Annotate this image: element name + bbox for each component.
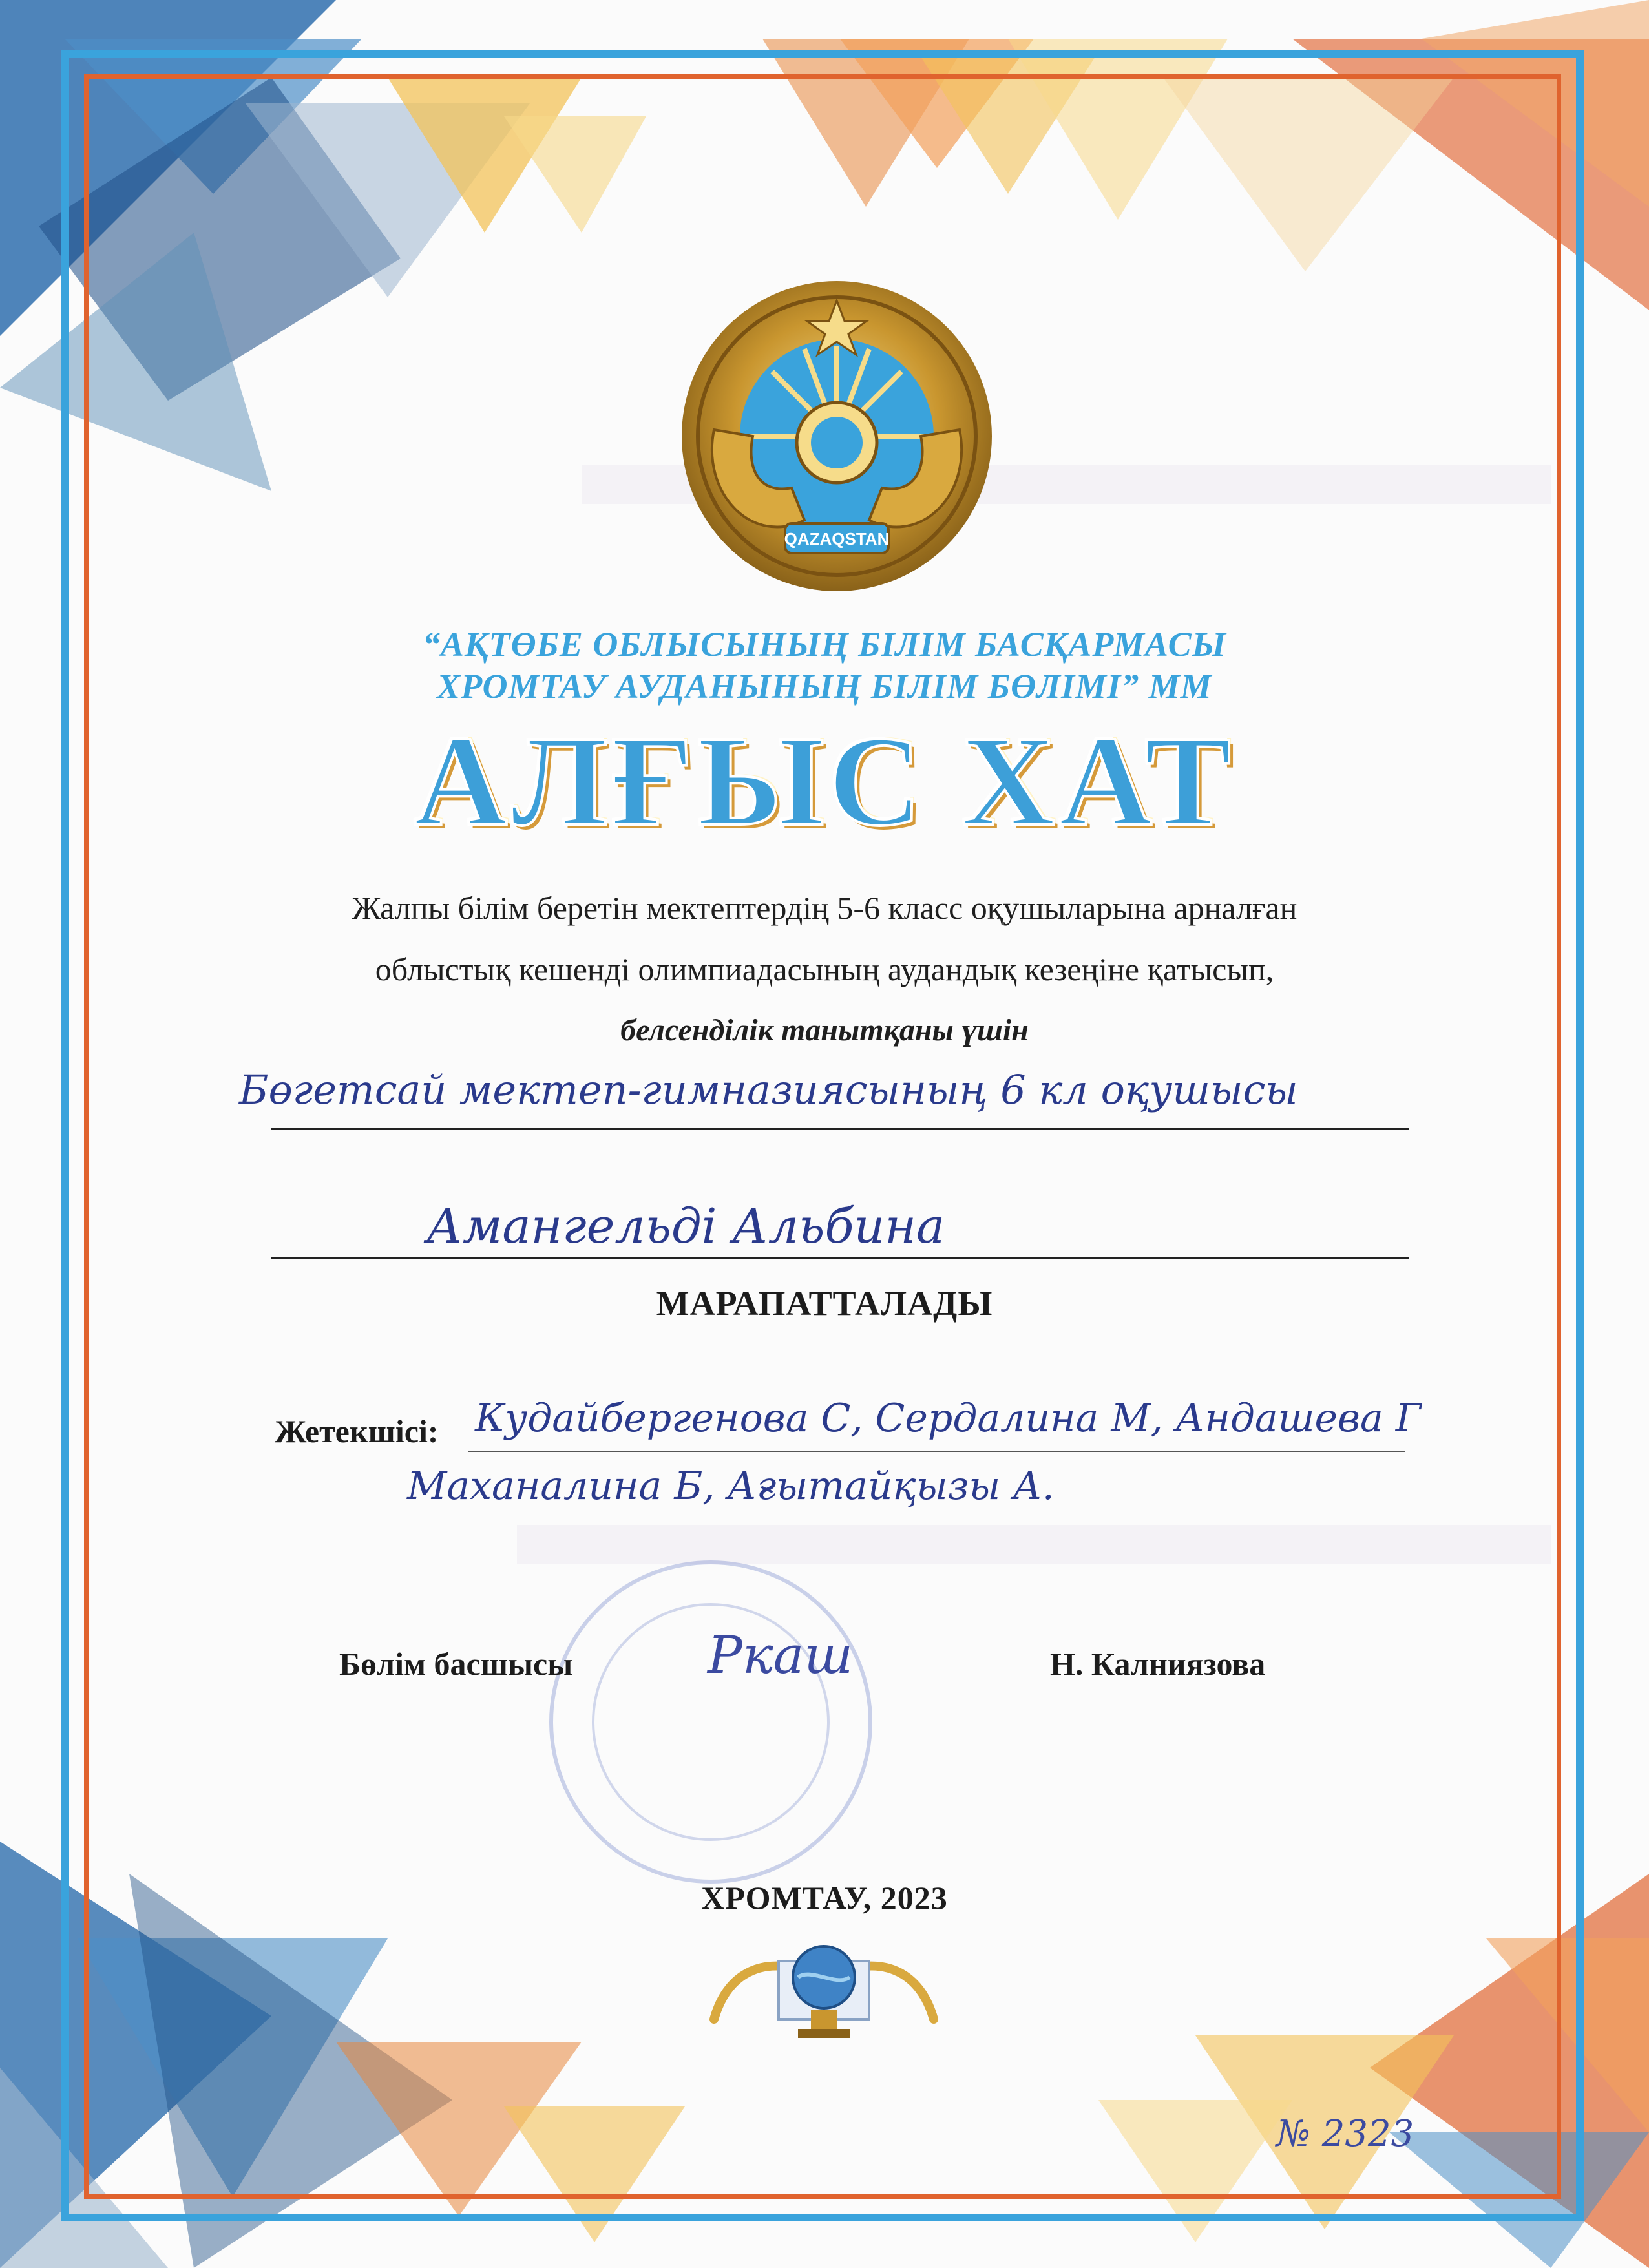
school-underline — [271, 1128, 1409, 1130]
state-emblem-icon — [675, 275, 998, 598]
organization-line-2: ХРОМТАУ АУДАНЫНЫҢ БІЛІМ БӨЛІМІ” ММ — [437, 667, 1212, 706]
organization-line-1: “АҚТӨБЕ ОБЛЫСЫНЫҢ БІЛІМ БАСҚАРМАСЫ — [422, 625, 1227, 664]
supervisor-label: Жетекшісі: — [275, 1413, 439, 1449]
official-stamp — [549, 1560, 872, 1884]
handwritten-supervisors-line-2: Маханалина Б, Ағытайқызы А. — [407, 1464, 1055, 1509]
footer-place-year: ХРОМТАУ, 2023 — [701, 1880, 948, 1916]
education-logo-icon — [701, 1922, 947, 2052]
handwritten-school: Бөгетсай мектеп-гимназиясының 6 кл оқушысы — [239, 1066, 1298, 1113]
handwritten-signature: Ркаш — [708, 1625, 854, 1685]
handwritten-number: № 2323 — [1276, 2113, 1414, 2155]
student-underline — [271, 1257, 1409, 1259]
handwritten-student-name: Амангельді Альбина — [426, 1199, 945, 1254]
award-word: МАРАПАТТАЛАДЫ — [656, 1284, 993, 1323]
supervisor-underline — [468, 1451, 1405, 1452]
body-line-3: белсенділік танытқаны үшін — [620, 1013, 1029, 1047]
body-line-2: облыстық кешенді олимпиадасының аудандық кезеңіне қатысып, — [375, 951, 1274, 987]
emblem-text: QAZAQSTAN — [784, 529, 890, 549]
signatory-position: Бөлім басшысы — [339, 1646, 573, 1682]
handwritten-supervisors-line-1: Кудайбергенова С, Сердалина М, Андашева Г — [475, 1396, 1422, 1441]
signatory-name: Н. Калниязова — [1050, 1646, 1266, 1682]
body-line-1: Жалпы білім беретін мектептердің 5-6 класс оқушыларына арналған — [352, 890, 1297, 926]
certificate-title: АЛҒЫС ХАТ — [414, 710, 1235, 853]
